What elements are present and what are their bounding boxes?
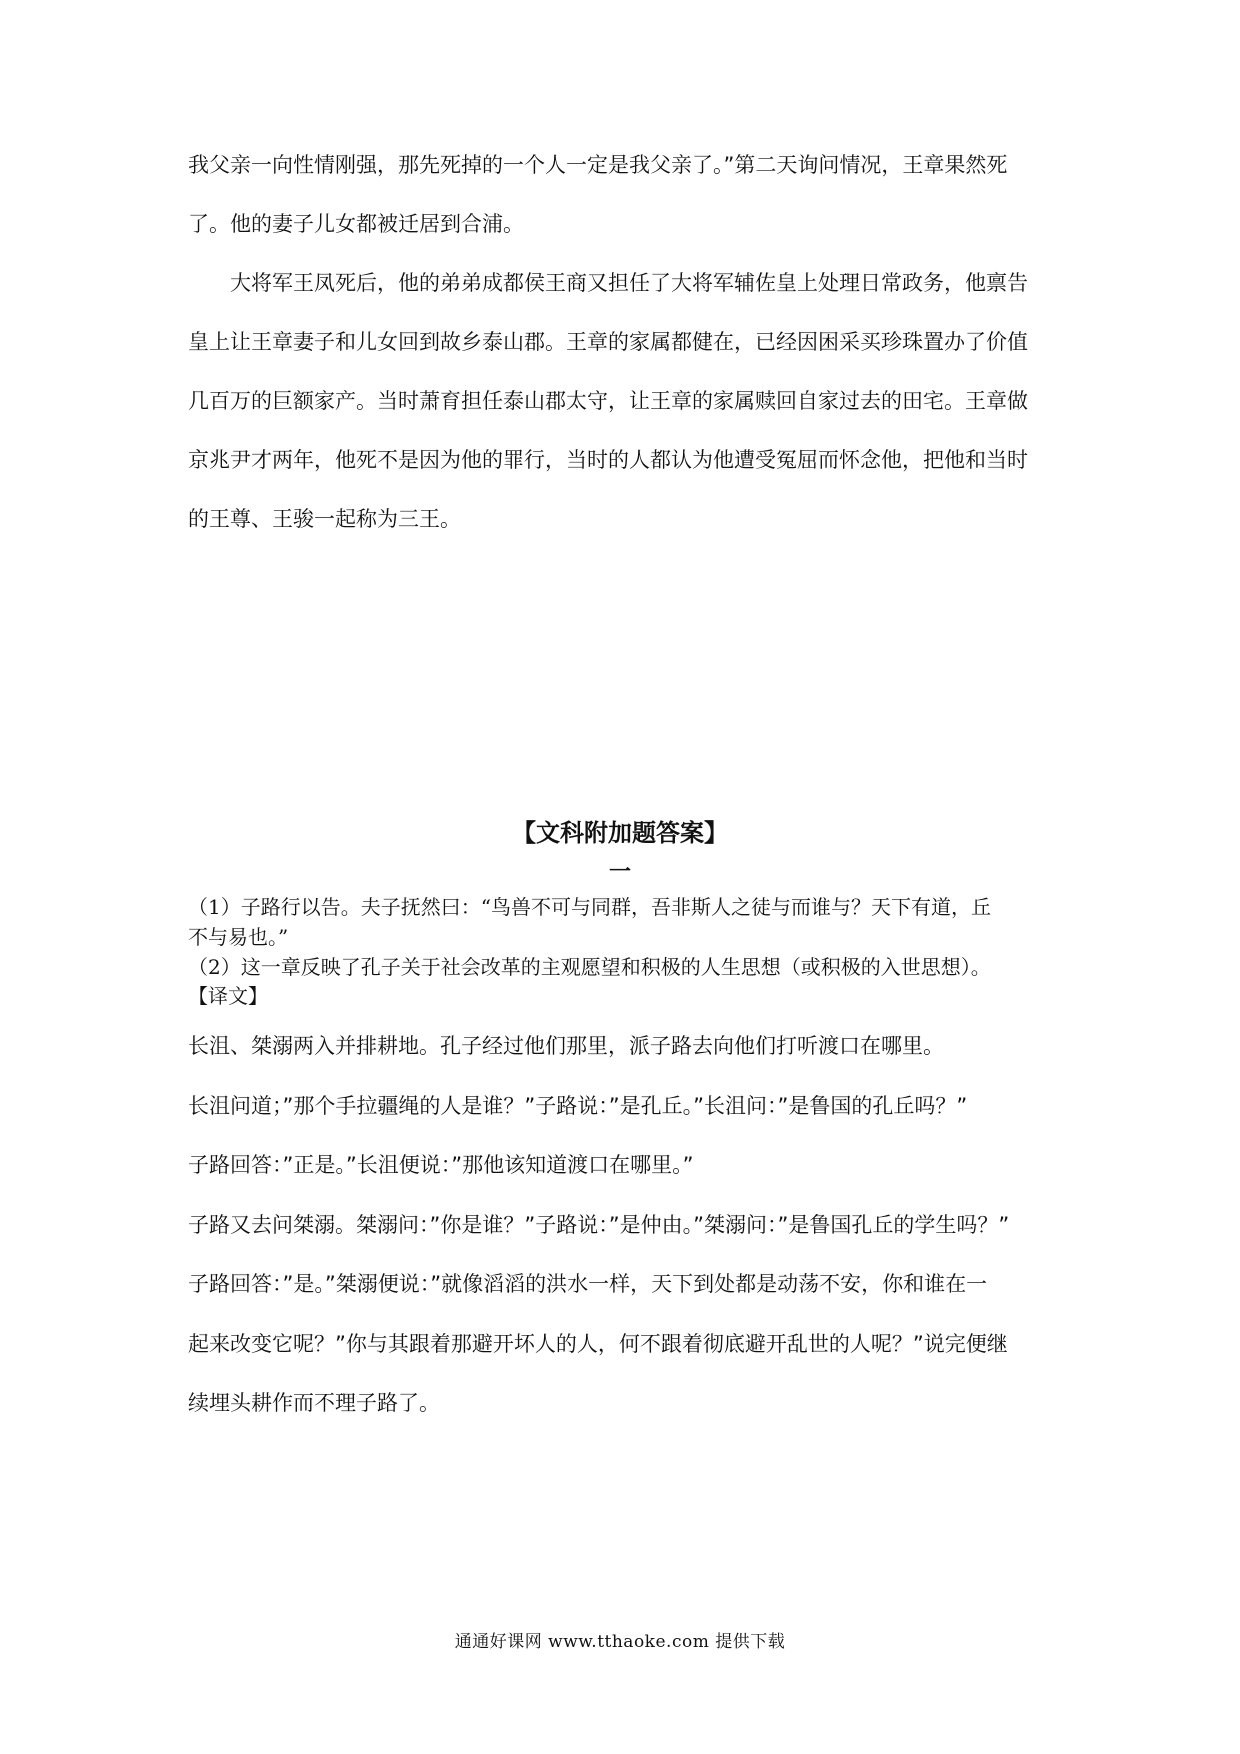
- answer-line: （2）这一章反映了孔子关于社会改革的主观愿望和积极的人生思想（或积极的入世思想）。: [188, 955, 991, 979]
- answer-label: 【译文】: [188, 984, 268, 1008]
- translation-line: 子路回答：”是。”桀溺便说：”就像滔滔的洪水一样，天下到处都是动荡不安，你和谁在一: [188, 1272, 988, 1296]
- paragraph-line: 皇上让王章妻子和儿女回到故乡泰山郡。王章的家属都健在，已经因困采买珍珠置办了价值: [188, 330, 1028, 354]
- translation-line: 续埋头耕作而不理子路了。: [188, 1391, 440, 1415]
- page-footer: 通通好课网 www.tthaoke.com 提供下载: [454, 1632, 786, 1652]
- paragraph-line: 大将军王凤死后，他的弟弟成都侯王商又担任了大将军辅佐皇上处理日常政务，他禀告: [230, 271, 1028, 295]
- question-number: 一: [608, 860, 631, 885]
- paragraph-line: 我父亲一向性情刚强，那先死掉的一个人一定是我父亲了。”第二天询问情况，王章果然死: [188, 153, 1008, 177]
- paragraph-line: 的王尊、王骏一起称为三王。: [188, 507, 461, 531]
- translation-line: 子路又去问桀溺。桀溺问：”你是谁？”子路说：”是仲由。”桀溺问：”是鲁国孔丘的学生吗？”: [188, 1213, 1010, 1237]
- translation-line: 长沮、桀溺两入并排耕地。孔子经过他们那里，派子路去向他们打听渡口在哪里。: [188, 1034, 944, 1058]
- translation-line: 长沮问道；”那个手拉疆绳的人是谁？”子路说：”是孔丘。”长沮问：”是鲁国的孔丘吗？”: [188, 1094, 968, 1118]
- answer-line: （1）子路行以告。夫子抚然曰：“鸟兽不可与同群，吾非斯人之徒与而谁与？天下有道，丘: [188, 895, 991, 919]
- answer-line: 不与易也。”: [188, 925, 289, 949]
- paragraph-line: 京兆尹才两年，他死不是因为他的罪行，当时的人都认为他遭受冤屈而怀念他，把他和当时: [188, 448, 1028, 472]
- section-heading: 【文科附加题答案】: [512, 819, 728, 847]
- translation-line: 起来改变它呢？”你与其跟着那避开坏人的人，何不跟着彻底避开乱世的人呢？”说完便继: [188, 1332, 1008, 1356]
- translation-line: 子路回答：”正是。”长沮便说：”那他该知道渡口在哪里。”: [188, 1153, 694, 1177]
- paragraph-line: 几百万的巨额家产。当时萧育担任泰山郡太守，让王章的家属赎回自家过去的田宅。王章做: [188, 389, 1028, 413]
- paragraph-line: 了。他的妻子儿女都被迁居到合浦。: [188, 212, 524, 236]
